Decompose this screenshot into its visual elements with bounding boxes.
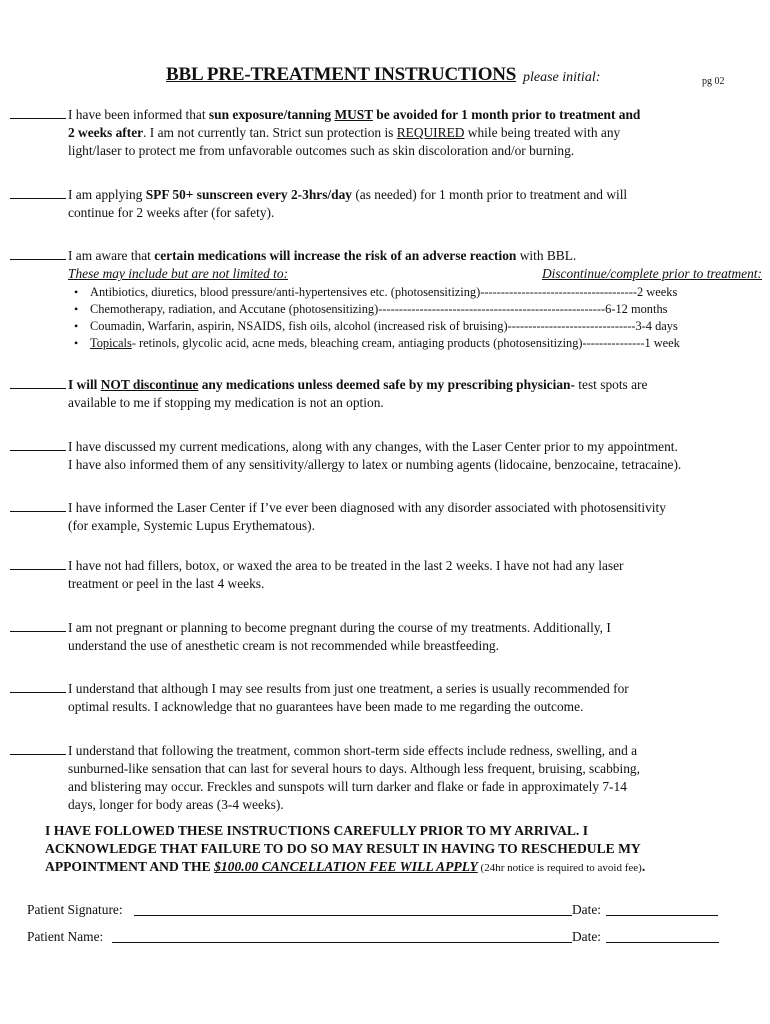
- medication-subheading: [68, 265, 762, 283]
- text-run: continue for 2 weeks after (for safety).: [68, 205, 275, 220]
- ack-line-1: I HAVE FOLLOWED THESE INSTRUCTIONS CAREFULLY PRIOR TO MY ARRIVAL. I: [45, 823, 588, 838]
- text-run: certain medications will increase the risk of an adverse reaction: [154, 248, 517, 263]
- text-line: [68, 557, 758, 575]
- name-date-label: Date:: [572, 929, 601, 944]
- cancellation-fee: $100.00 CANCELLATION FEE WILL APPLY: [214, 859, 478, 874]
- patient-name-field[interactable]: [112, 942, 572, 943]
- text-run: I have also informed them of any sensitivity/allergy to latex or numbing agents (lidocaine, benzocaine, tetracaine).: [68, 457, 682, 472]
- instruction-text: [68, 247, 762, 352]
- signature-date-label: Date:: [572, 902, 601, 917]
- page-title: BBL PRE-TREATMENT INSTRUCTIONS: [166, 64, 517, 85]
- text-run: treatment or peel in the last 4 weeks.: [68, 576, 265, 591]
- text-run: - retinols, glycolic acid, acne meds, bleaching cream, antiaging products (photosensitizing)---------------1 week: [131, 336, 680, 350]
- instruction-text: [68, 106, 758, 160]
- text-run: I understand that although I may see results from just one treatment, a series is usually recommended for: [68, 681, 629, 696]
- fee-notice: (24hr notice is required to avoid fee): [477, 862, 642, 874]
- instruction-text: [68, 619, 758, 655]
- instruction-text: [68, 742, 758, 814]
- text-run: SPF 50+ sunscreen every 2-3hrs/day: [145, 187, 352, 202]
- initial-blank-field[interactable]: [10, 569, 66, 570]
- ack-line-3: [45, 858, 745, 877]
- text-line: [68, 204, 758, 222]
- text-run: I am applying: [68, 187, 146, 202]
- initial-blank-field[interactable]: [10, 198, 66, 199]
- name-date-field[interactable]: [606, 942, 719, 943]
- ack-line-3-end: .: [641, 859, 646, 874]
- initial-blank-field[interactable]: [10, 388, 66, 389]
- list-item: [68, 301, 758, 318]
- initial-blank-field[interactable]: [10, 118, 66, 119]
- patient-signature-label: Patient Signature:: [27, 902, 123, 917]
- list-item: [68, 318, 758, 335]
- initial-instruction: please initial:: [523, 70, 601, 85]
- text-line: [68, 575, 758, 593]
- instruction-text: [68, 557, 758, 593]
- text-run: test spots are: [574, 377, 648, 392]
- text-run: I have discussed my current medications, along with any changes, with the Laser Center prior to my appointment.: [68, 439, 678, 454]
- subheading-right: Discontinue/complete prior to treatment:: [541, 266, 762, 281]
- text-line: [68, 796, 758, 814]
- text-run: understand the use of anesthetic cream is not recommended while breastfeeding.: [68, 638, 499, 653]
- text-run: available to me if stopping my medication is not an option.: [68, 395, 384, 410]
- text-run: sunburned-like sensation that can last for several hours to days. Although less frequent, bruising, scabbing,: [68, 761, 640, 776]
- instruction-text: [68, 186, 758, 222]
- subheading-left: These may include but are not limited to:: [68, 266, 289, 281]
- text-line: [68, 698, 758, 716]
- text-run: (for example, Systemic Lupus Erythematous).: [68, 518, 315, 533]
- text-run: Coumadin, Warfarin, aspirin, NSAIDS, fish oils, alcohol (increased risk of bruising)-------------------------------3-4 days: [90, 319, 678, 333]
- text-run: 2 weeks after: [68, 125, 144, 140]
- instruction-text: [68, 376, 758, 412]
- instruction-text: [68, 680, 758, 716]
- text-run: I have not had fillers, botox, or waxed the area to be treated in the last 2 weeks. I have not had any laser: [68, 558, 624, 573]
- initial-blank-field[interactable]: [10, 259, 66, 260]
- text-run: with BBL.: [516, 248, 577, 263]
- text-line: [68, 456, 758, 474]
- text-run: while being treated with any: [464, 125, 621, 140]
- patient-signature-field[interactable]: [134, 915, 572, 916]
- text-run: . I am not currently tan. Strict sun protection is: [143, 125, 397, 140]
- acknowledgement: [45, 822, 745, 877]
- text-line: [68, 517, 758, 535]
- text-run: I will: [68, 377, 101, 392]
- text-line: [68, 186, 758, 204]
- initial-blank-field[interactable]: [10, 450, 66, 451]
- text-line: [68, 499, 758, 517]
- text-line: [68, 142, 758, 160]
- list-item: [68, 284, 758, 301]
- initial-blank-field[interactable]: [10, 631, 66, 632]
- text-run: I am aware that: [68, 248, 155, 263]
- text-run: light/laser to protect me from unfavorable outcomes such as skin discoloration and/or burning.: [68, 143, 575, 158]
- text-run: REQUIRED: [396, 125, 465, 140]
- text-run: Antibiotics, diuretics, blood pressure/anti-hypertensives etc. (photosensitizing)--------------------------------------2 weeks: [90, 285, 678, 299]
- text-line: [68, 247, 758, 265]
- text-line: [68, 106, 758, 124]
- text-run: optimal results. I acknowledge that no guarantees have been made to me regarding the outcome.: [68, 699, 584, 714]
- patient-name-row: [27, 928, 727, 948]
- initial-blank-field[interactable]: [10, 511, 66, 512]
- text-line: [68, 742, 758, 760]
- initial-blank-field[interactable]: [10, 754, 66, 755]
- text-run: I am not pregnant or planning to become pregnant during the course of my treatments. Additionally, I: [68, 620, 611, 635]
- text-run: I have been informed that: [68, 107, 209, 122]
- ack-line-2: ACKNOWLEDGE THAT FAILURE TO DO SO MAY RESULT IN HAVING TO RESCHEDULE MY: [45, 841, 641, 856]
- signature-date-field[interactable]: [606, 915, 718, 916]
- initial-blank-field[interactable]: [10, 692, 66, 693]
- text-line: [68, 438, 758, 456]
- ack-line-3-prefix: APPOINTMENT AND THE: [45, 859, 215, 874]
- text-run: Topicals: [90, 336, 132, 350]
- text-run: any medications unless deemed safe by my prescribing physician-: [198, 377, 575, 392]
- instruction-text: [68, 438, 758, 474]
- text-run: I have informed the Laser Center if I’ve ever been diagnosed with any disorder associated with photosensitivity: [68, 500, 666, 515]
- text-run: and blistering may occur. Freckles and sunspots will turn darker and flake or fade in approximately 7-14: [68, 779, 627, 794]
- text-line: [68, 760, 758, 778]
- text-line: [68, 376, 758, 394]
- text-line: [68, 394, 758, 412]
- text-line: [68, 680, 758, 698]
- patient-name-label: Patient Name:: [27, 929, 104, 944]
- header: [0, 66, 770, 90]
- text-line: [68, 637, 758, 655]
- text-run: NOT discontinue: [100, 377, 199, 392]
- patient-signature-row: [27, 901, 727, 921]
- text-run: I understand that following the treatment, common short-term side effects include redness, swelling, and a: [68, 743, 638, 758]
- text-run: be avoided for 1 month prior to treatment and: [372, 107, 641, 122]
- page-number: pg 02: [702, 76, 725, 87]
- instruction-text: [68, 499, 758, 535]
- text-run: Chemotherapy, radiation, and Accutane (photosensitizing)-------------------------------------------------------6-12 months: [90, 302, 668, 316]
- text-run: MUST: [334, 107, 373, 122]
- text-line: [68, 778, 758, 796]
- list-item: [68, 335, 758, 352]
- text-run: (as needed) for 1 month prior to treatment and will: [351, 187, 628, 202]
- medication-list: [68, 284, 758, 352]
- text-run: sun exposure/tanning: [208, 107, 335, 122]
- text-line: [68, 619, 758, 637]
- text-line: [68, 124, 758, 142]
- text-run: days, longer for body areas (3-4 weeks).: [68, 797, 284, 812]
